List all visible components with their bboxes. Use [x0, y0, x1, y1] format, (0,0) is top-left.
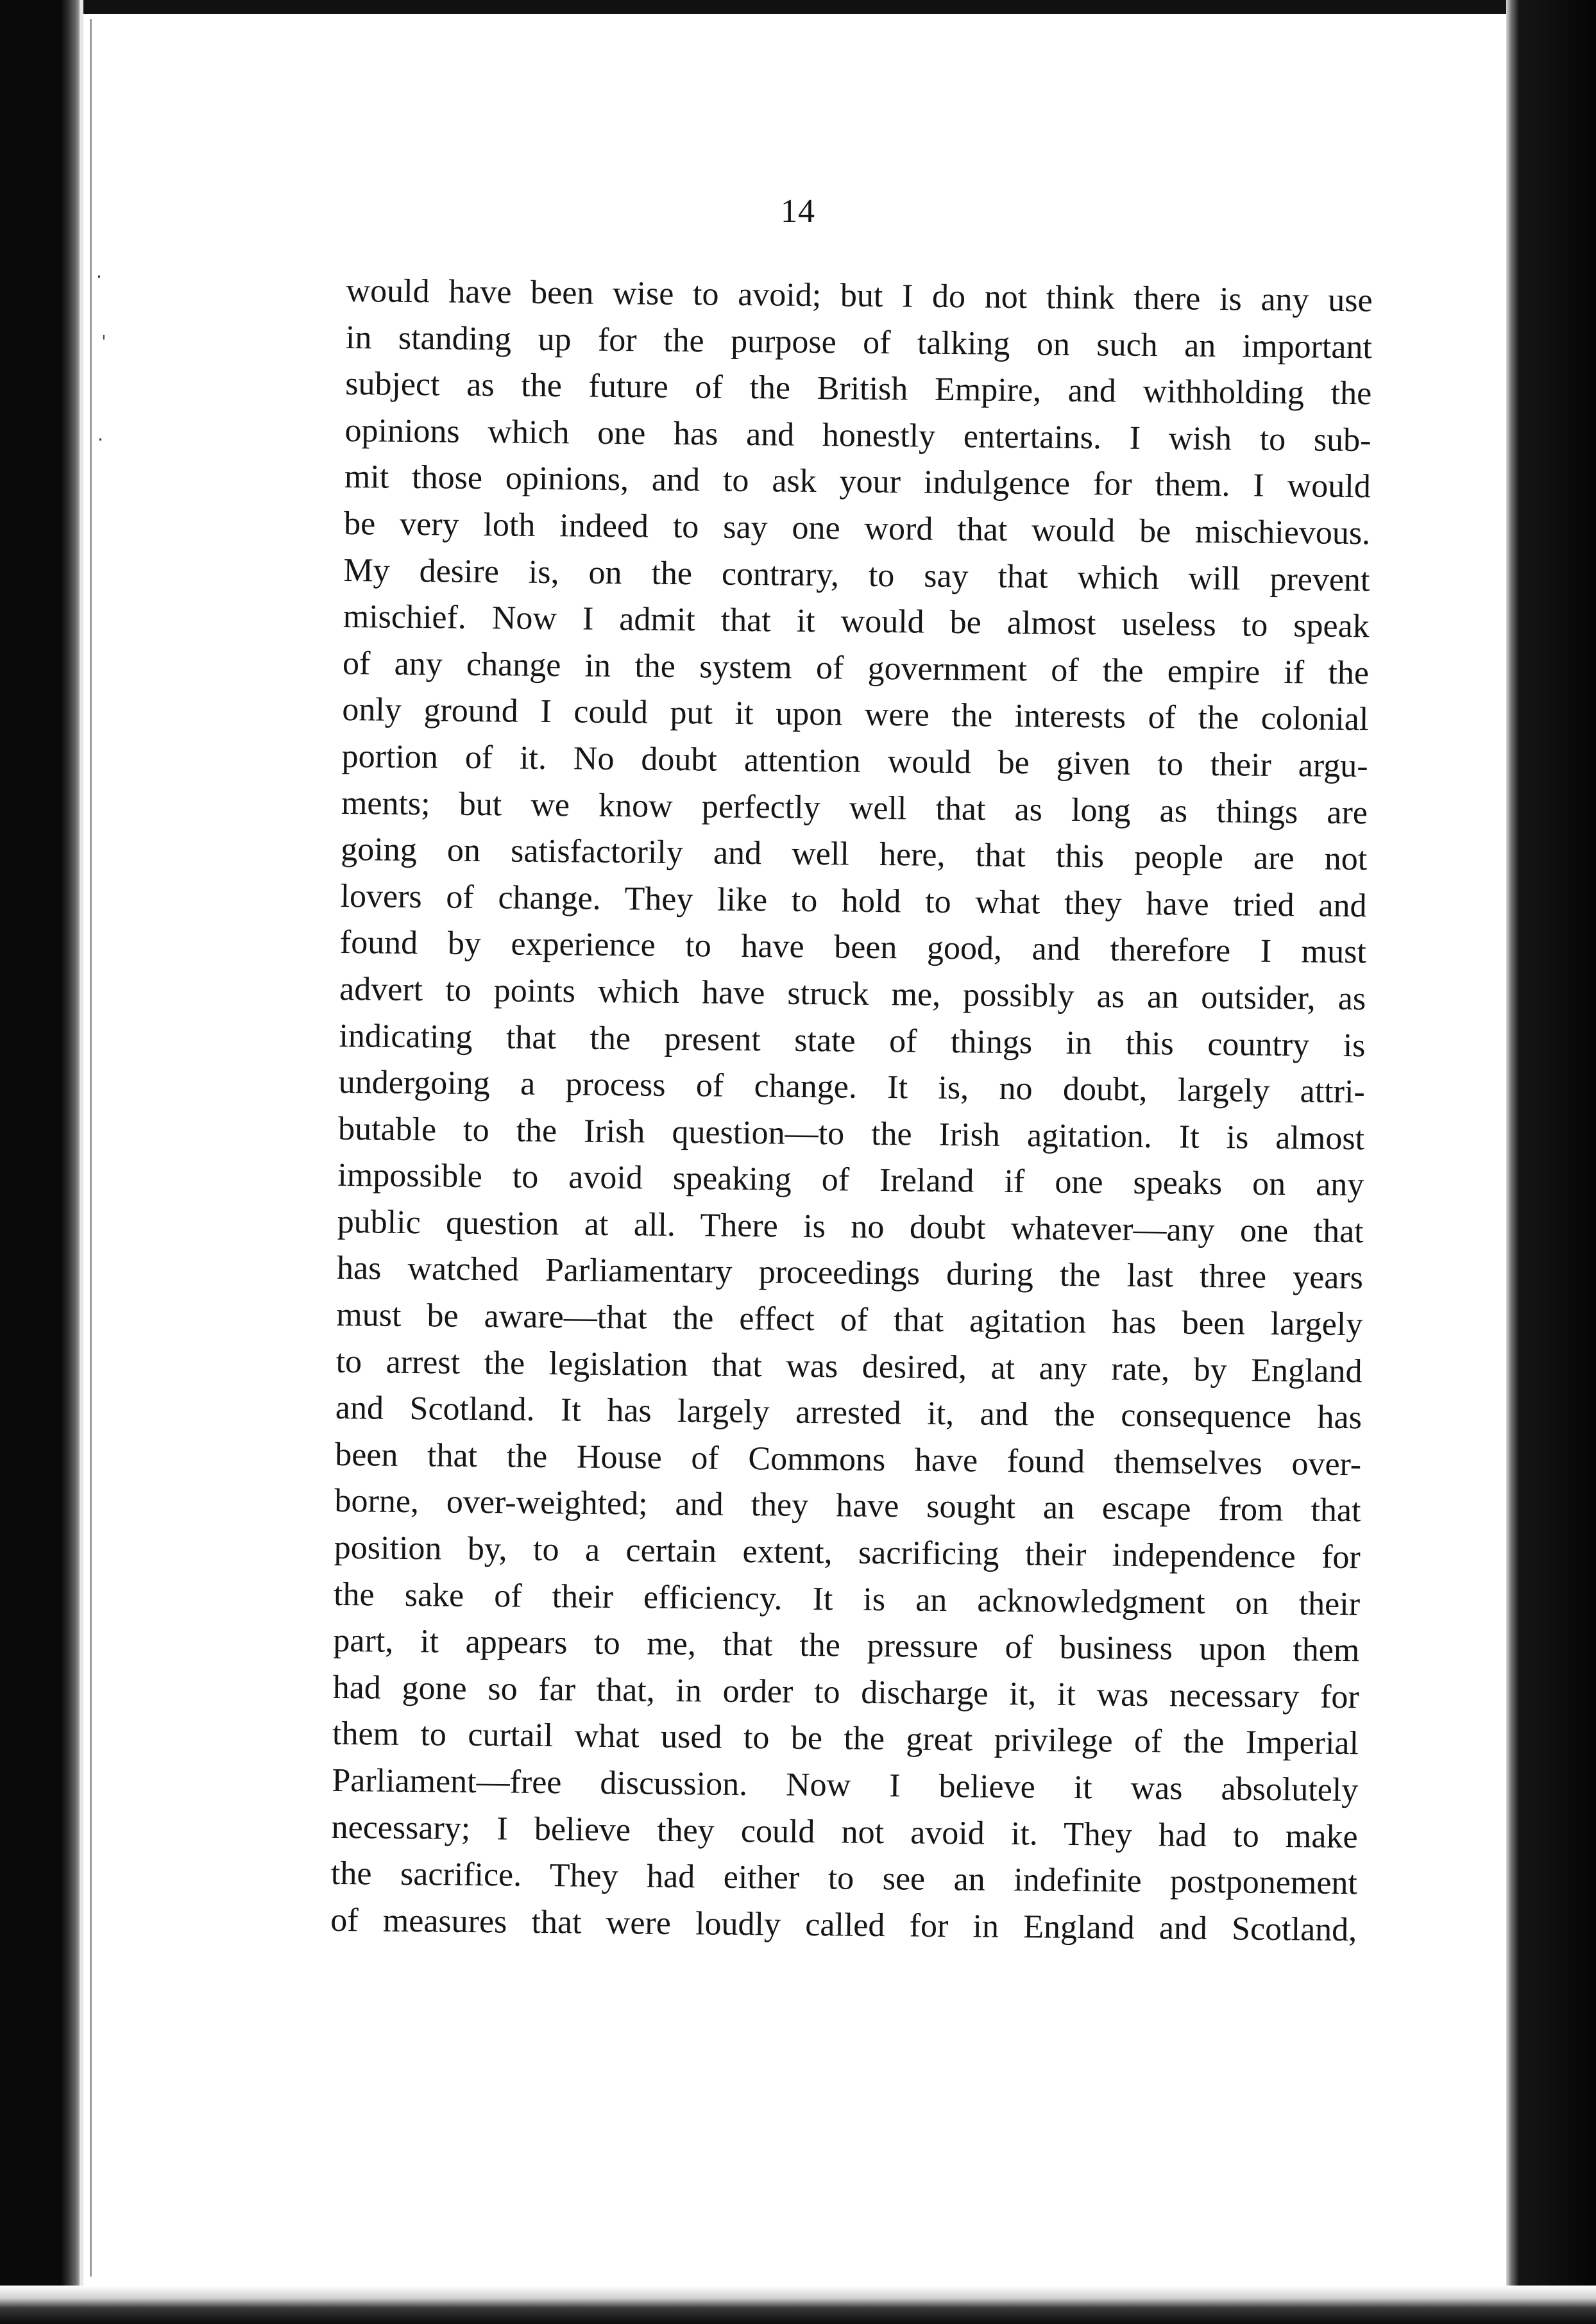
scan-left-spine [0, 0, 83, 2324]
text-line: and Scotland. It has largely arrested it, and the consequence has [335, 1390, 1363, 1436]
text-line: found by experience to have been good, and therefore I must [339, 924, 1367, 971]
text-line: must be aware—that the effect of that agitation has been largely [336, 1296, 1363, 1343]
scan-bottom-border [0, 2286, 1596, 2324]
text-line: position by, to a certain extent, sacrificing their independence for [334, 1529, 1361, 1576]
text-line: indicating that the present state of things in this country is [339, 1017, 1366, 1064]
text-line: the sacrifice. They had either to see an indefinite postponement [330, 1855, 1358, 1902]
scan-speck: · [96, 266, 102, 287]
text-line: impossible to avoid speaking of Ireland if one speaks on any [337, 1157, 1364, 1204]
text-line: undergoing a process of change. It is, no doubt, largely attri- [338, 1064, 1366, 1111]
text-line: public question at all. There is no doubt whatever—any one that [337, 1203, 1364, 1250]
text-line: ments; but we know perfectly well that as long as things are [341, 784, 1368, 831]
text-line: mit those opinions, and to ask your indulgence for them. I would [344, 459, 1371, 505]
page-left-edge-line [90, 19, 92, 2277]
text-line: be very loth indeed to say one word that would be mischievous. [343, 505, 1371, 552]
text-line: them to curtail what used to be the great privilege of the Imperial [332, 1715, 1359, 1762]
text-line: portion of it. No doubt attention would be given to their argu- [341, 737, 1368, 785]
text-line: going on satisfactorily and well here, that this people are not [341, 831, 1368, 878]
text-line: has watched Parliamentary proceedings during the last three years [336, 1250, 1364, 1297]
text-line: had gone so far that, in order to discharge it, it was necessary for [332, 1669, 1359, 1716]
text-line: My desire is, on the contrary, to say that which will prevent [343, 552, 1370, 598]
text-line: part, it appears to me, that the pressure of business upon them [333, 1622, 1360, 1669]
body-text [330, 268, 1373, 1954]
scan-right-edge [1506, 0, 1596, 2324]
text-line: in standing up for the purpose of talking on such an important [345, 319, 1373, 366]
text-line: subject as the future of the British Empire, and withholding the [344, 366, 1372, 412]
text-line: advert to points which have struck me, possibly as an outsider, as [339, 970, 1366, 1018]
text-line: been that the House of Commons have found themselves over- [334, 1436, 1362, 1483]
scan-speck: · [98, 429, 103, 450]
text-line: lovers of change. They like to hold to what they have tried and [340, 877, 1367, 925]
text-line: only ground I could put it upon were the interests of the colonial [342, 691, 1369, 738]
text-line: of any change in the system of government of the empire if the [342, 644, 1370, 692]
text-line: to arrest the legislation that was desired, at any rate, by England [335, 1343, 1363, 1390]
text-line: butable to the Irish question—to the Irish agitation. It is almost [337, 1110, 1365, 1157]
text-line: would have been wise to avoid; but I do not think there is any use [346, 272, 1373, 319]
text-line: Parliament—free discussion. Now I believe it was absolutely [332, 1762, 1359, 1809]
text-line: opinions which one has and honestly entertains. I wish to sub- [344, 412, 1371, 459]
scan-speck: ˈ [101, 332, 106, 353]
text-line: of measures that were loudly called for in England and Scotland, [330, 1901, 1357, 1949]
text-line: necessary; I believe they could not avoid it. They had to make [331, 1808, 1358, 1855]
text-line: mischief. Now I admit that it would be almost useless to speak [343, 598, 1370, 645]
text-line: borne, over-weighted; and they have sought an escape from that [334, 1483, 1361, 1529]
scan-top-border [0, 0, 1596, 14]
text-line: the sake of their efficiency. It is an acknowledgment on their [333, 1576, 1361, 1622]
page-number: 14 [781, 193, 815, 230]
